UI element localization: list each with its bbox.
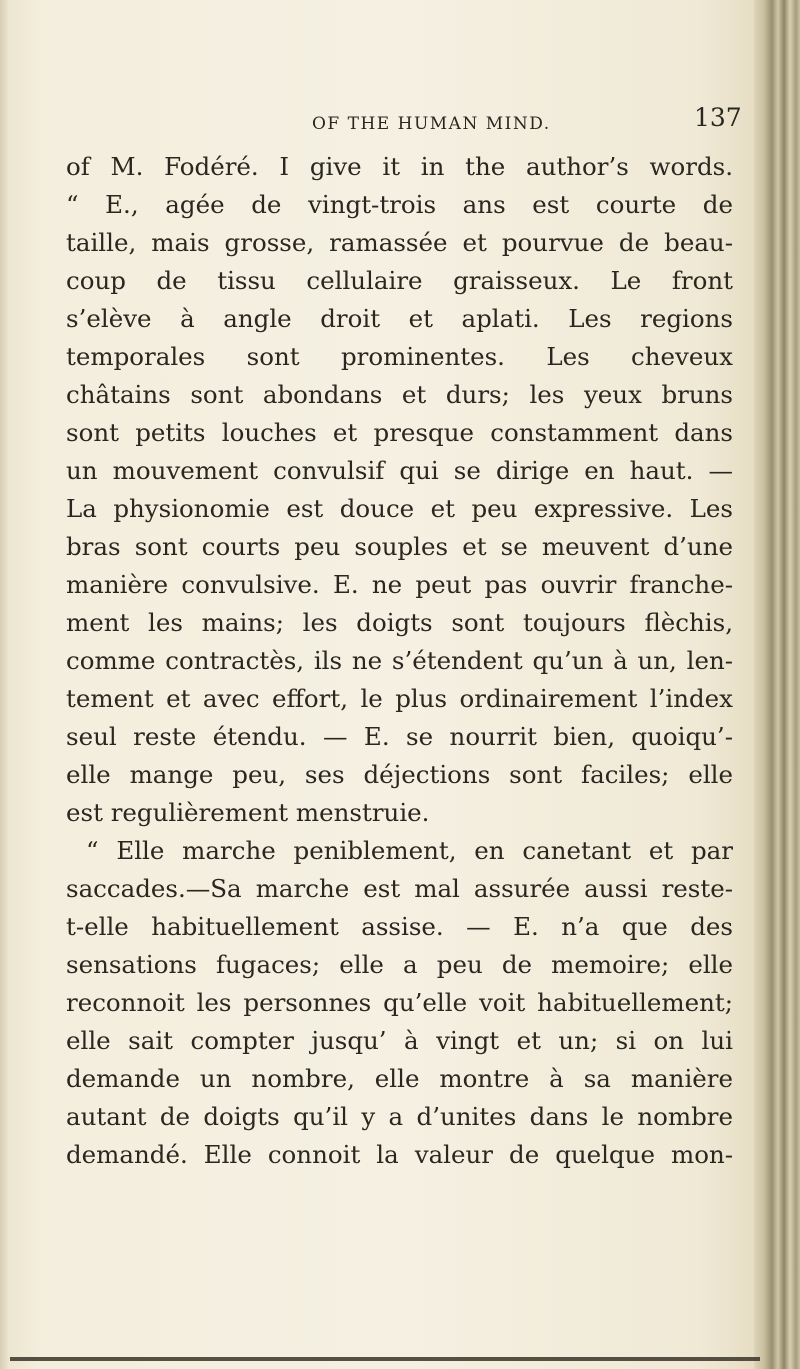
text-line: taille, mais grosse, ramassée et pourvue de beau- — [66, 228, 733, 257]
text-line: elle mange peu, ses déjections sont faciles; elle — [66, 760, 733, 789]
page-number: 137 — [694, 103, 742, 132]
text-line: seul reste étendu. — E. se nourrit bien, quoiqu’- — [66, 722, 733, 751]
text-line: châtains sont abondans et durs; les yeux bruns — [66, 380, 733, 409]
text-line: of M. Fodéré. I give it in the author’s words. — [66, 152, 733, 181]
text-line: tement et avec effort, le plus ordinairement l’index — [66, 684, 733, 713]
text-line: comme contractès, ils ne s’étendent qu’un à un, len- — [66, 646, 733, 675]
text-line: saccades.—Sa marche est mal assurée aussi reste- — [66, 874, 733, 903]
text-line: demandé. Elle connoit la valeur de quelque mon- — [66, 1140, 733, 1169]
text-line: elle sait compter jusqu’ à vingt et un; si on lui — [66, 1026, 733, 1055]
text-line: manière convulsive. E. ne peut pas ouvrir franche- — [66, 570, 733, 599]
text-line: coup de tissu cellulaire graisseux. Le front — [66, 266, 733, 295]
page-left-edge — [0, 0, 8, 1369]
text-line: “ E., agée de vingt-trois ans est courte de — [66, 190, 733, 219]
book-spine-edge — [754, 0, 800, 1369]
text-line: un mouvement convulsif qui se dirige en haut. — — [66, 456, 733, 485]
page-bottom-edge — [10, 1357, 760, 1361]
running-head: OF THE HUMAN MIND. — [312, 114, 551, 134]
text-line: autant de doigts qu’il y a d’unites dans le nombre — [66, 1102, 733, 1131]
text-line: bras sont courts peu souples et se meuvent d’une — [66, 532, 733, 561]
text-line: sont petits louches et presque constamment dans — [66, 418, 733, 447]
text-line: sensations fugaces; elle a peu de memoire; elle — [66, 950, 733, 979]
text-line: La physionomie est douce et peu expressive. Les — [66, 494, 733, 523]
text-line: demande un nombre, elle montre à sa manière — [66, 1064, 733, 1093]
text-line: s’elève à angle droit et aplati. Les regions — [66, 304, 733, 333]
text-line: est regulièrement menstruie. — [66, 798, 430, 827]
text-line: reconnoit les personnes qu’elle voit habituellement; — [66, 988, 733, 1017]
text-line: ment les mains; les doigts sont toujours flèchis, — [66, 608, 733, 637]
text-line: “ Elle marche peniblement, en canetant et par — [86, 836, 733, 865]
text-line: temporales sont prominentes. Les cheveux — [66, 342, 733, 371]
text-line: t-elle habituellement assise. — E. n’a que des — [66, 912, 733, 941]
body-text — [66, 148, 733, 1174]
